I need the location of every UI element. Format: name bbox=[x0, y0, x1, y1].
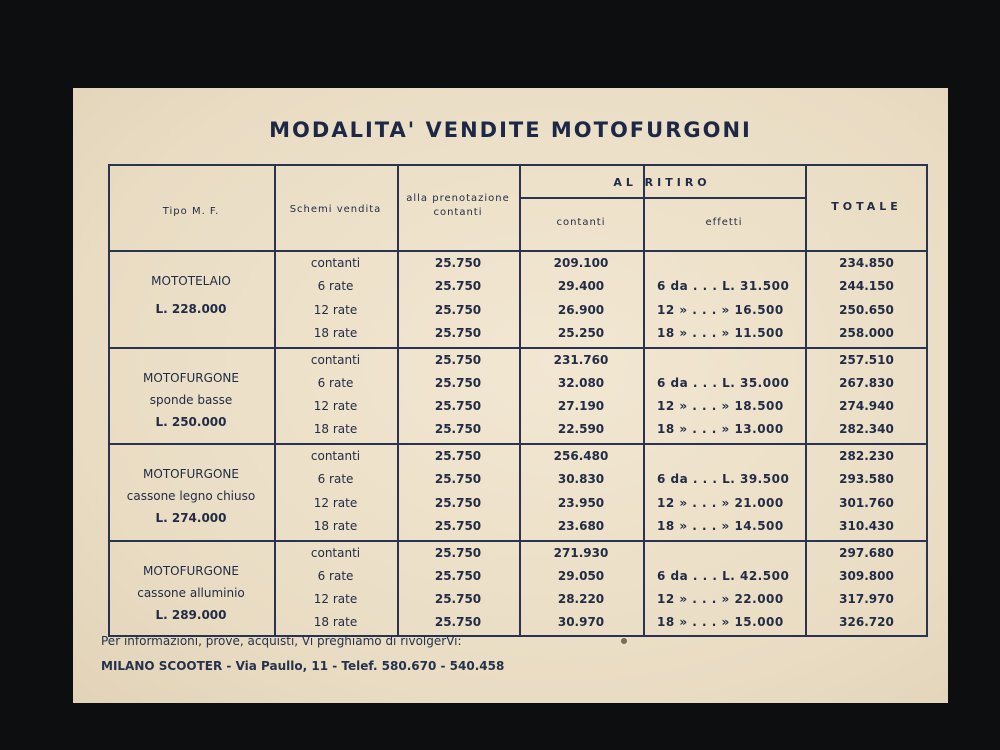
row-effetti: 6 da . . . L. 39.500 bbox=[657, 472, 790, 487]
row-effetti: 12 » . . . » 21.000 bbox=[657, 495, 784, 510]
row-contanti: 30.970 bbox=[557, 615, 605, 630]
row-contanti: 23.950 bbox=[557, 495, 605, 510]
model-price: L. 250.000 bbox=[155, 414, 227, 429]
row-totale: 310.430 bbox=[839, 518, 894, 533]
row-contanti: 32.080 bbox=[557, 375, 605, 390]
row-effetti: 12 » . . . » 18.500 bbox=[657, 399, 784, 414]
row-prenotazione: 25.750 bbox=[434, 615, 482, 630]
row-contanti: 29.400 bbox=[557, 279, 605, 294]
column-rule bbox=[643, 164, 645, 637]
row-effetti: 18 » . . . » 11.500 bbox=[657, 325, 784, 340]
header-effetti: effetti bbox=[705, 217, 743, 228]
model-name: MOTOFURGONE bbox=[143, 370, 239, 385]
header-tipo: Tipo M. F. bbox=[162, 206, 220, 217]
row-totale: 293.580 bbox=[839, 472, 894, 487]
row-totale: 267.830 bbox=[839, 375, 894, 390]
row-prenotazione: 25.750 bbox=[434, 399, 482, 414]
row-contanti: 231.760 bbox=[553, 352, 609, 367]
row-effetti: 12 » . . . » 16.500 bbox=[657, 302, 784, 317]
row-effetti: 6 da . . . L. 31.500 bbox=[657, 279, 790, 294]
footer-address: MILANO SCOOTER - Via Paullo, 11 - Telef. 580.670 - 540.458 bbox=[101, 659, 505, 673]
row-prenotazione: 25.750 bbox=[434, 518, 482, 533]
group-rule bbox=[108, 347, 928, 349]
group-rule bbox=[108, 443, 928, 445]
row-effetti: 18 » . . . » 14.500 bbox=[657, 518, 784, 533]
row-totale: 234.850 bbox=[839, 256, 894, 270]
al-ritiro-rule bbox=[519, 197, 805, 199]
row-schema: contanti bbox=[310, 352, 361, 367]
row-contanti: 256.480 bbox=[553, 449, 609, 463]
row-schema: 12 rate bbox=[313, 592, 358, 607]
row-contanti: 23.680 bbox=[557, 518, 605, 533]
row-prenotazione: 25.750 bbox=[434, 352, 482, 367]
row-contanti: 271.930 bbox=[553, 545, 609, 560]
row-schema: 12 rate bbox=[313, 495, 358, 510]
page-title: MODALITA' VENDITE MOTOFURGONI bbox=[269, 118, 752, 142]
row-schema: 12 rate bbox=[313, 302, 358, 317]
row-prenotazione: 25.750 bbox=[434, 325, 482, 340]
row-contanti: 30.830 bbox=[557, 472, 605, 487]
row-schema: 18 rate bbox=[313, 615, 358, 630]
header-al-ritiro: AL RITIRO bbox=[613, 176, 711, 189]
row-schema: 18 rate bbox=[313, 518, 358, 533]
row-totale: 257.510 bbox=[839, 352, 894, 367]
row-schema: 18 rate bbox=[313, 325, 358, 340]
row-schema: contanti bbox=[310, 449, 361, 463]
row-schema: 6 rate bbox=[317, 472, 354, 487]
row-totale: 274.940 bbox=[839, 399, 894, 414]
paper-stain bbox=[621, 638, 627, 644]
model-subtitle: cassone alluminio bbox=[137, 585, 245, 600]
row-prenotazione: 25.750 bbox=[434, 449, 482, 463]
header-prenotazione: alla prenotazione contanti bbox=[406, 193, 510, 218]
row-prenotazione: 25.750 bbox=[434, 545, 482, 560]
document-sheet bbox=[73, 88, 948, 703]
row-effetti: 6 da . . . L. 42.500 bbox=[657, 568, 790, 583]
row-prenotazione: 25.750 bbox=[434, 256, 482, 270]
group-rule bbox=[108, 540, 928, 542]
row-prenotazione: 25.750 bbox=[434, 495, 482, 510]
row-effetti: 18 » . . . » 15.000 bbox=[657, 615, 784, 630]
model-price: L. 274.000 bbox=[155, 511, 227, 525]
row-totale: 244.150 bbox=[839, 279, 894, 294]
row-schema: contanti bbox=[310, 256, 361, 270]
row-prenotazione: 25.750 bbox=[434, 302, 482, 317]
row-schema: 18 rate bbox=[313, 422, 358, 437]
row-effetti: 12 » . . . » 22.000 bbox=[657, 592, 784, 607]
model-subtitle: cassone legno chiuso bbox=[126, 489, 256, 503]
header-totale: TOTALE bbox=[831, 200, 902, 213]
row-prenotazione: 25.750 bbox=[434, 592, 482, 607]
model-name: MOTOFURGONE bbox=[143, 563, 239, 578]
row-contanti: 29.050 bbox=[557, 568, 605, 583]
row-effetti: 6 da . . . L. 35.000 bbox=[657, 375, 790, 390]
row-prenotazione: 25.750 bbox=[434, 279, 482, 294]
row-contanti: 28.220 bbox=[557, 592, 605, 607]
row-schema: contanti bbox=[310, 545, 361, 560]
row-prenotazione: 25.750 bbox=[434, 422, 482, 437]
row-totale: 282.230 bbox=[839, 449, 894, 463]
row-totale: 258.000 bbox=[839, 325, 894, 340]
row-totale: 250.650 bbox=[839, 302, 894, 317]
row-totale: 297.680 bbox=[839, 545, 894, 560]
model-name: MOTOTELAIO bbox=[151, 274, 231, 288]
row-schema: 12 rate bbox=[313, 399, 358, 414]
row-contanti: 209.100 bbox=[553, 256, 609, 270]
row-totale: 317.970 bbox=[839, 592, 894, 607]
row-totale: 326.720 bbox=[839, 615, 894, 630]
model-name: MOTOFURGONE bbox=[143, 467, 239, 481]
row-prenotazione: 25.750 bbox=[434, 568, 482, 583]
header-schemi: Schemi vendita bbox=[289, 204, 382, 215]
header-contanti: contanti bbox=[556, 217, 606, 228]
row-totale: 282.340 bbox=[839, 422, 894, 437]
row-schema: 6 rate bbox=[317, 375, 354, 390]
model-subtitle: sponde basse bbox=[149, 392, 233, 407]
header-rule bbox=[108, 250, 928, 252]
row-prenotazione: 25.750 bbox=[434, 375, 482, 390]
row-totale: 301.760 bbox=[839, 495, 894, 510]
row-contanti: 25.250 bbox=[557, 325, 605, 340]
model-price: L. 289.000 bbox=[155, 607, 227, 622]
row-schema: 6 rate bbox=[317, 279, 354, 294]
row-effetti: 18 » . . . » 13.000 bbox=[657, 422, 784, 437]
row-contanti: 26.900 bbox=[557, 302, 605, 317]
row-contanti: 27.190 bbox=[557, 399, 605, 414]
footer-info: Per informazioni, prove, acquisti, Vi preghiamo di rivolgerVi: bbox=[101, 634, 462, 648]
row-totale: 309.800 bbox=[839, 568, 894, 583]
row-prenotazione: 25.750 bbox=[434, 472, 482, 487]
row-contanti: 22.590 bbox=[557, 422, 605, 437]
row-schema: 6 rate bbox=[317, 568, 354, 583]
model-price: L. 228.000 bbox=[155, 302, 227, 316]
